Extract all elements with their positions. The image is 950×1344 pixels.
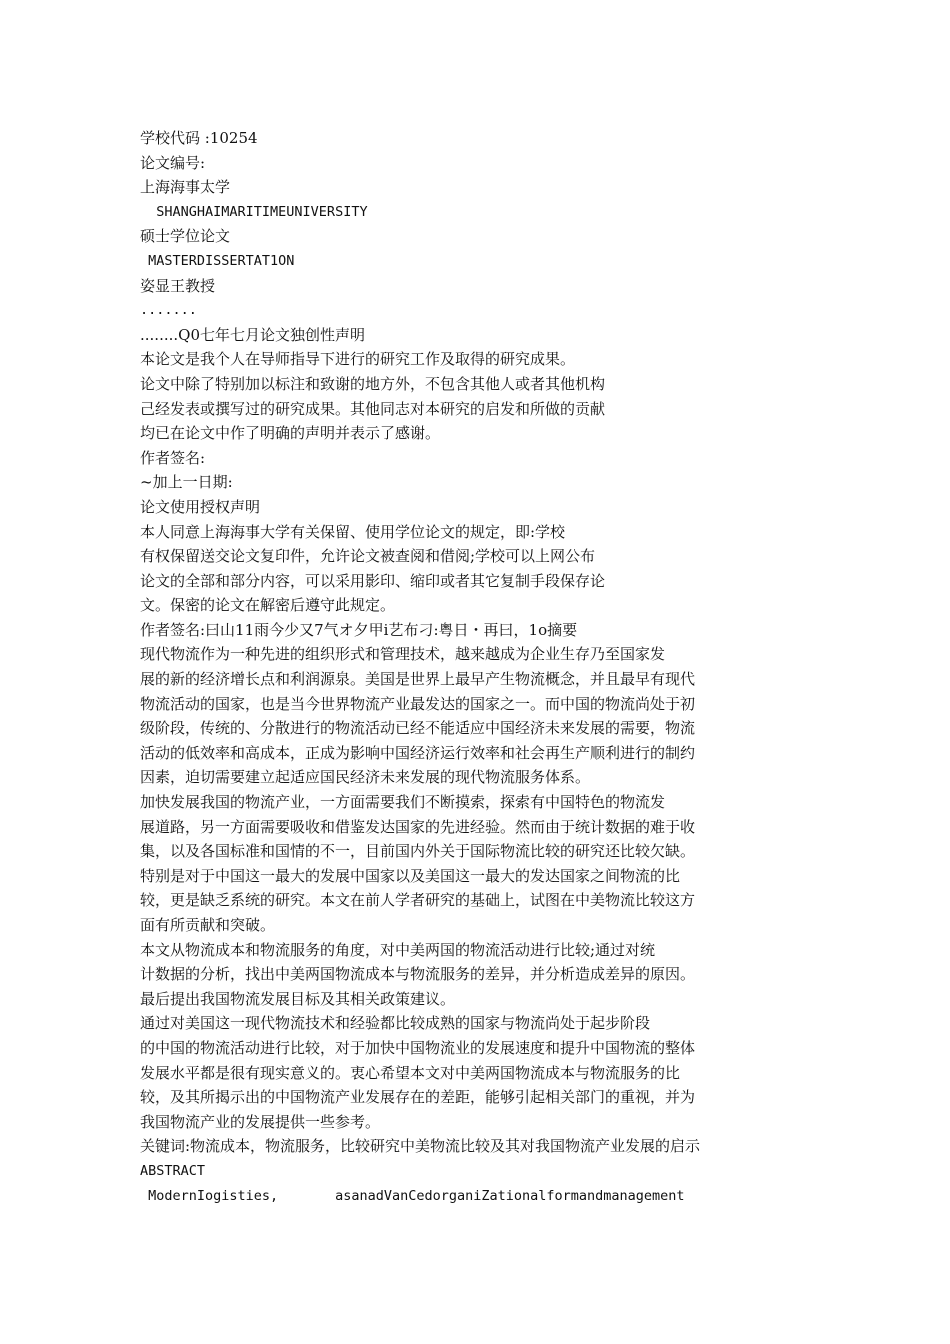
text-line: ABSTRACT [140, 1162, 206, 1179]
text-line: 较，更是缺乏系统的研究。本文在前人学者研究的基础上，试图在中美物流比较这方 [140, 891, 696, 910]
text-line: 的中国的物流活动进行比较，对于加快中国物流业的发展速度和提升中国物流的整体 [140, 1038, 696, 1057]
text-line: 因素，迫切需要建立起适应国民经济未来发展的现代物流服务体系。 [140, 768, 591, 787]
text-line: 级阶段，传统的、分散进行的物流活动已经不能适应中国经济未来发展的需要，物流 [140, 719, 696, 738]
text-line: 本论文是我个人在导师指导下进行的研究工作及取得的研究成果。 [140, 350, 576, 369]
text-line: 姿显王教授 [140, 276, 216, 295]
text-line: 最后提出我国物流发展目标及其相关政策建议。 [140, 989, 456, 1008]
text-line: 关键词:物流成本，物流服务，比较研究中美物流比较及其对我国物流产业发展的启示 [140, 1137, 701, 1156]
text-line: 作者签名:曰山11雨今少又7气オ夕甲i艺布刁:粤日・再曰，1o摘要 [140, 620, 578, 639]
text-line: 文。保密的论文在解密后遵守此规定。 [140, 596, 396, 615]
text-line: 学校代码 :10254 [140, 129, 258, 147]
text-line: 均已在论文中作了明确的声明并表示了感谢。 [140, 424, 441, 443]
text-line: MASTERDISSERTAT1ON [140, 252, 295, 269]
text-line: 展的新的经济增长点和利润源泉。美国是世界上最早产生物流概念，并且最早有现代 [140, 670, 696, 689]
text-line: 我国物流产业的发展提供一些参考。 [140, 1112, 381, 1131]
text-line: 通过对美国这一现代物流技术和经验都比较成熟的国家与物流尚处于起步阶段 [140, 1014, 651, 1033]
text-line: ........Q0七年七月论文独创性声明 [140, 325, 365, 344]
text-line: 物流活动的国家，也是当今世界物流产业最发达的国家之一。而中国的物流尚处于初 [140, 694, 696, 713]
text-line: 硕士学位论文 [140, 227, 231, 246]
text-line: 论文编号: [140, 153, 206, 172]
text-line: 集，以及各国标准和国情的不一，目前国内外关于国际物流比较的研究还比较欠缺。 [140, 842, 696, 861]
text-line: ....... [140, 302, 197, 319]
text-line: 己经发表或撰写过的研究成果。其他同志对本研究的启发和所做的贡献 [140, 399, 606, 418]
text-line: 作者签名: [140, 448, 206, 467]
text-line: 计数据的分析，找出中美两国物流成本与物流服务的差异，并分析造成差异的原因。 [140, 965, 696, 984]
text-line: 论文中除了特别加以标注和致谢的地方外，不包含其他人或者其他机构 [140, 374, 606, 393]
text-line: 展道路，另一方面需要吸收和借鉴发达国家的先进经验。然而由于统计数据的难于收 [140, 817, 696, 836]
text-line: 本人同意上海海事大学有关保留、使用学位论文的规定，即:学校 [140, 522, 566, 541]
text-line: 本文从物流成本和物流服务的角度，对中美两国的物流活动进行比较;通过对统 [140, 940, 656, 959]
text-line: 现代物流作为一种先进的组织形式和管理技术，越来越成为企业生存乃至国家发 [140, 645, 666, 664]
text-line: 有权保留送交论文复印件，允许论文被查阅和借阅;学校可以上网公布 [140, 547, 596, 566]
text-line: 论文的全部和部分内容，可以采用影印、缩印或者其它复制手段保存论 [140, 571, 606, 590]
document-body [140, 126, 780, 1208]
text-line: 较，及其所揭示出的中国物流产业发展存在的差距，能够引起相关部门的重视，并为 [140, 1088, 696, 1107]
text-line: SHANGHAIMARITIMEUNIVERSITY [140, 203, 368, 220]
text-line: ModernIogisties, asanadVanCedorganiZationalformandmanagement [140, 1187, 685, 1204]
text-line: 特别是对于中国这一最大的发展中国家以及美国这一最大的发达国家之间物流的比 [140, 866, 681, 885]
text-line: ~加上一日期: [140, 473, 233, 492]
text-line: 发展水平都是很有现实意义的。衷心希望本文对中美两国物流成本与物流服务的比 [140, 1063, 681, 1082]
text-line: 上海海事太学 [140, 178, 231, 197]
text-line: 论文使用授权声明 [140, 497, 261, 516]
text-line: 加快发展我国的物流产业，一方面需要我们不断摸索，探索有中国特色的物流发 [140, 793, 666, 812]
text-line: 面有所贡献和突破。 [140, 916, 276, 934]
text-line: 活动的低效率和高成本，正成为影响中国经济运行效率和社会再生产顺利进行的制约 [140, 743, 696, 762]
